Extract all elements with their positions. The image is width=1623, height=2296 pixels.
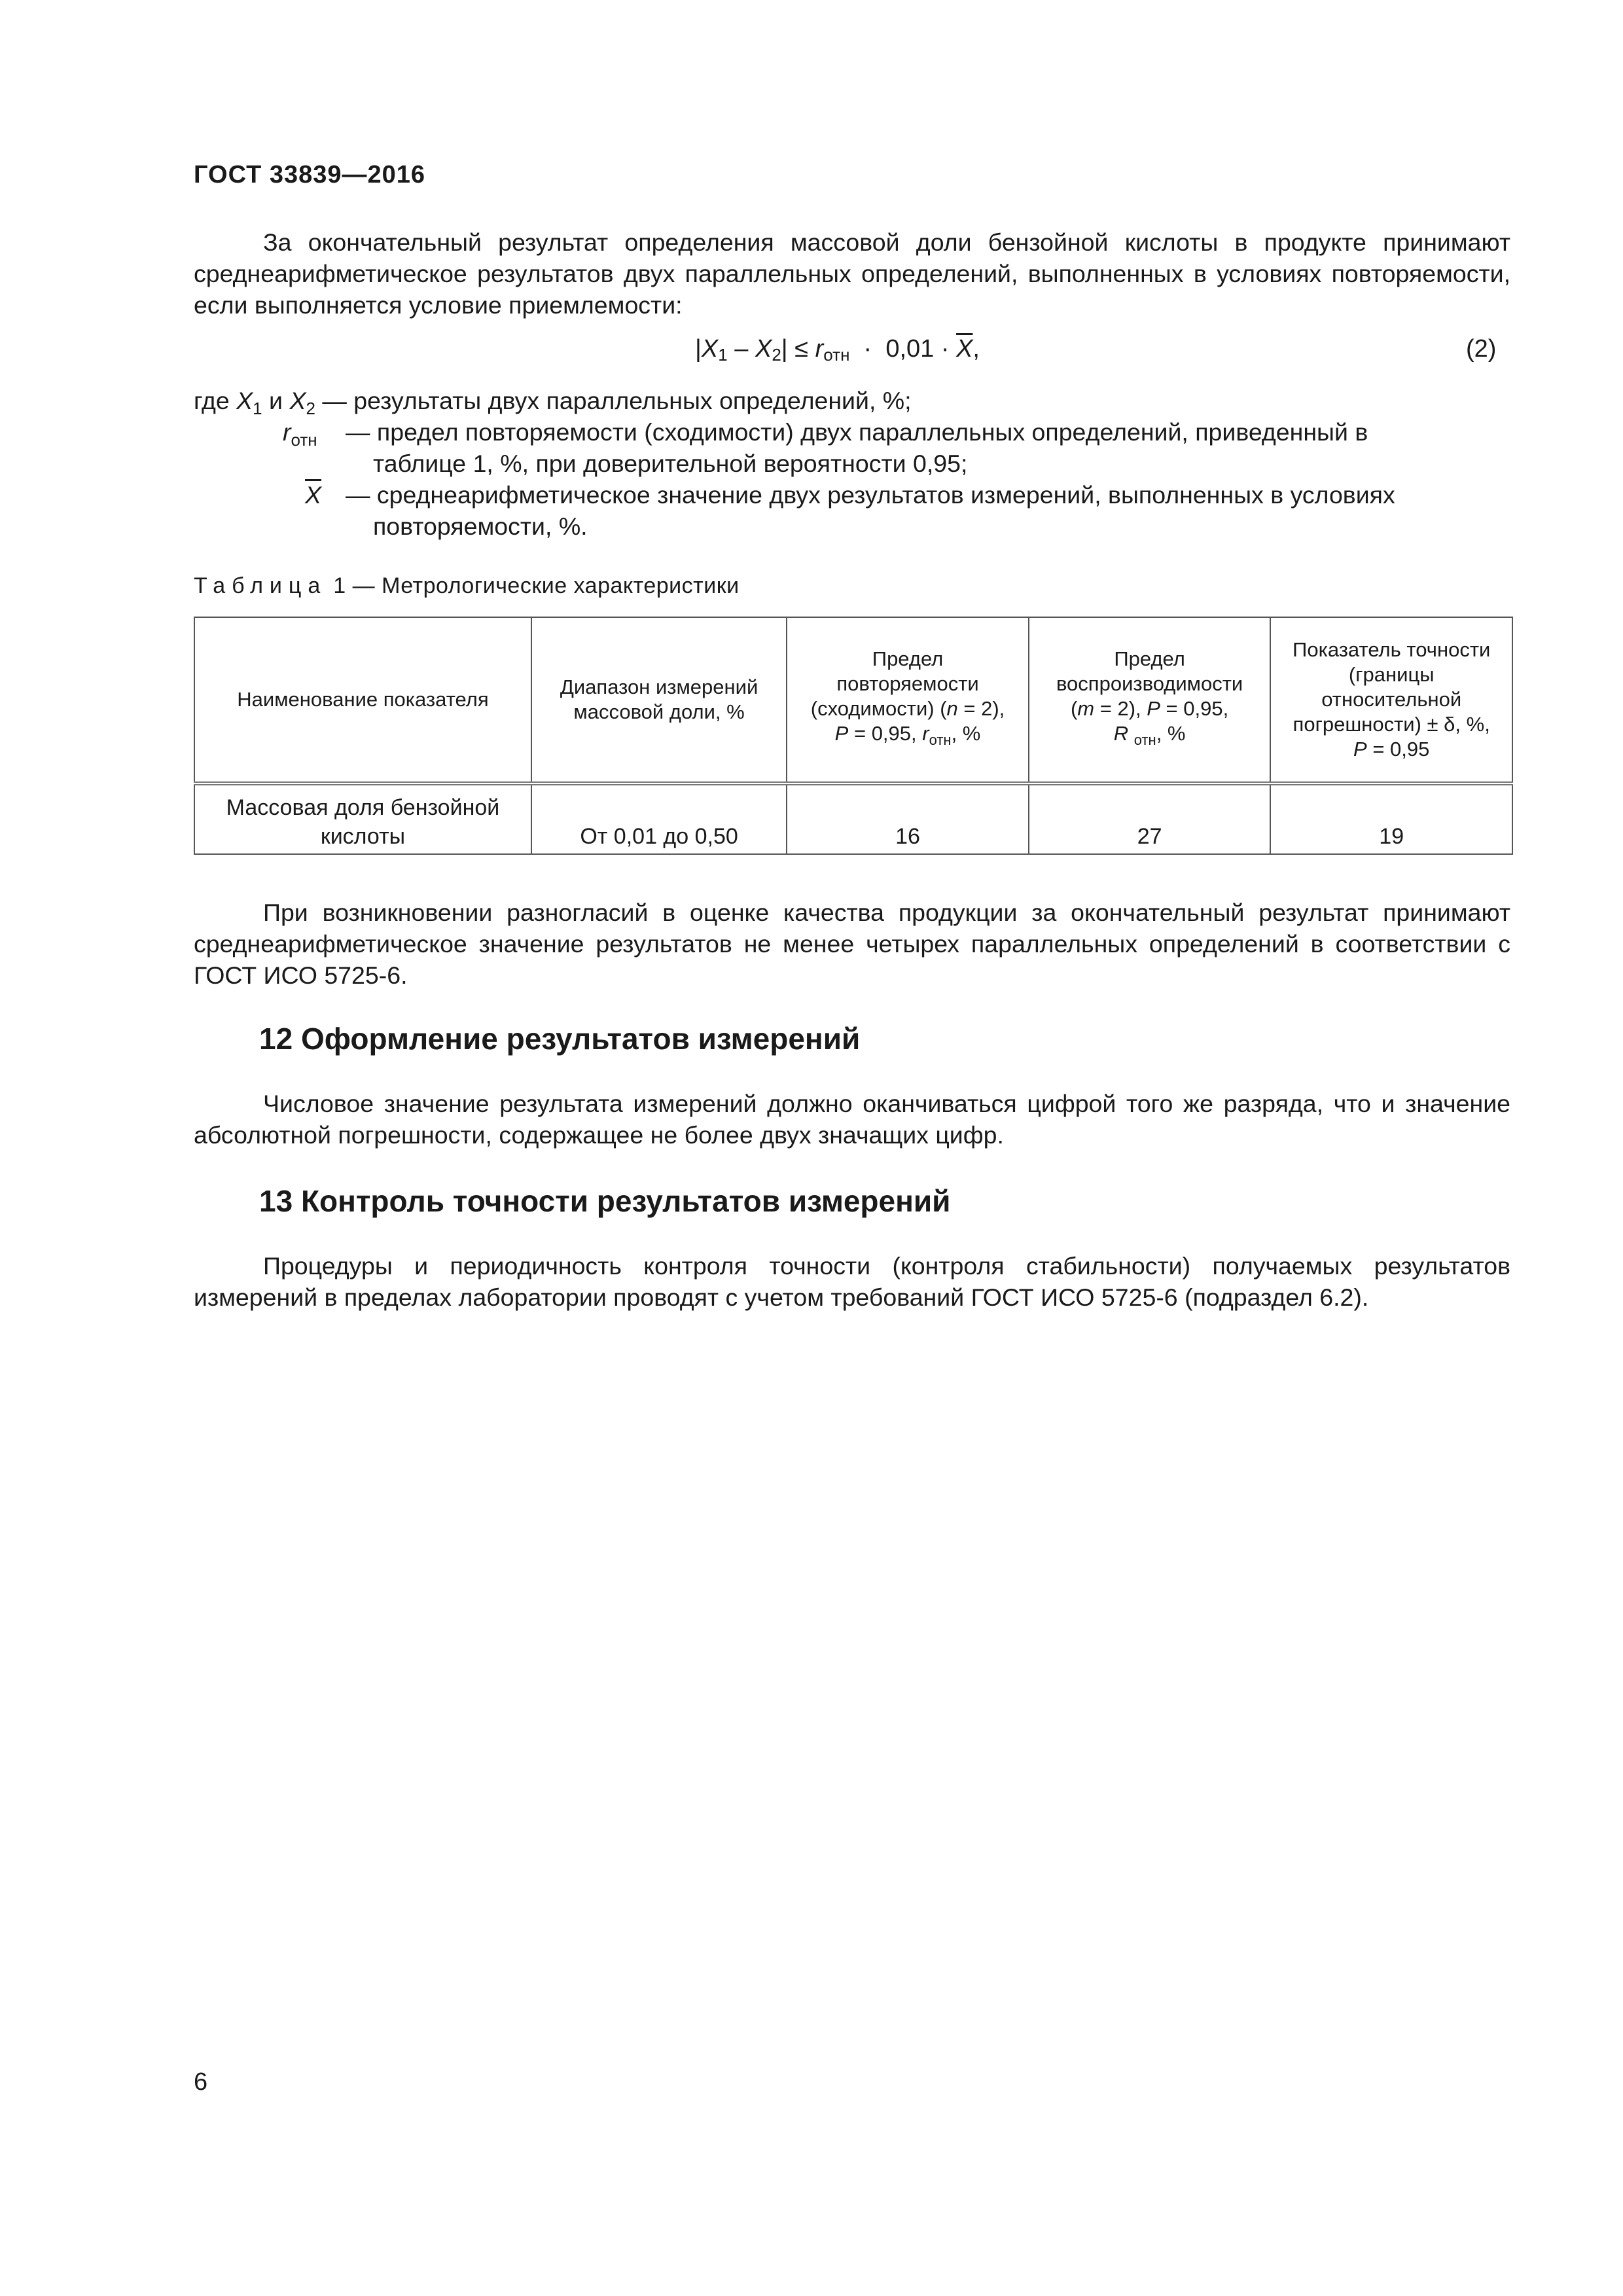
definition-xbar: $\overline{X}$ [305, 481, 322, 509]
definition-xbar-text-2: повторяемости, %. [373, 512, 588, 540]
page-number: 6 [194, 2068, 208, 2096]
definition-x1-x2: где $X_1$ и $X_2$ — результаты двух параллельных определений, %; [194, 387, 912, 418]
table-header-row [194, 617, 1512, 783]
header-range: Диапазон измерений массовой доли, % [531, 617, 787, 783]
document-header: ГОСТ 33839—2016 [194, 161, 426, 188]
definition-xbar-text-1: — среднеарифметическое значение двух результатов измерений, выполненных в условиях [346, 481, 1395, 509]
cell-reproducibility: 27 [1029, 783, 1271, 854]
section-12-text: Числовое значение результата измерений должно оканчиваться цифрой того же разряда, что и значение абсолютной погрешности, содержащее не более двух значащих цифр. [194, 1090, 1510, 1149]
formula-acceptability: $|X_1 - X_2| \le r_{отн} \cdot 0,01 \cdot \overline{X}$, [695, 335, 980, 365]
section-13-title: 13 Контроль точности результатов измерений [259, 1184, 951, 1218]
cell-repeatability: 16 [787, 783, 1029, 854]
header-reproducibility: Предел воспроизводимости (m = 2), P = 0,95, R $_{отн}$, % [1029, 617, 1271, 783]
metrological-table [194, 617, 1513, 855]
header-repeatability: Предел повторяемости (сходимости) (n = 2), P = 0,95, $r_{отн}$, % [787, 617, 1029, 783]
formula-number: (2) [1466, 335, 1497, 363]
header-accuracy: Показатель точности (границы относительной погрешности) ± δ, %, P = 0,95 [1270, 617, 1512, 783]
cell-name: Массовая доля бензойной кислоты [194, 783, 531, 854]
definition-r: $r_{отн}$ [283, 418, 317, 450]
cell-accuracy: 19 [1270, 783, 1512, 854]
definition-r-text-1: — предел повторяемости (сходимости) двух параллельных определений, приведенный в [346, 418, 1368, 446]
section-13-text: Процедуры и периодичность контроля точности (контроля стабильности) получаемых результатов измерений в пределах лаборатории проводят с учетом требований ГОСТ ИСО 5725-6 (подраздел 6.2). [194, 1252, 1510, 1311]
paragraph-disagreement: При возникновении разногласий в оценке качества продукции за окончательный результат принимают среднеарифметическое значение результатов не менее четырех параллельных определений в соответствии с ГОСТ ИСО 5725-6. [194, 899, 1510, 989]
table-caption: Таблица 1 — Метрологические характеристики [194, 573, 740, 598]
cell-range: От 0,01 до 0,50 [531, 783, 787, 854]
paragraph-final-result: За окончательный результат определения массовой доли бензойной кислоты в продукте принимают среднеарифметическое результатов двух параллельных определений, выполненных в условиях повторяемости, если выполняется условие приемлемости: [194, 228, 1510, 319]
header-name: Наименование показателя [194, 617, 531, 783]
definition-r-text-2: таблице 1, %, при доверительной вероятности 0,95; [373, 450, 968, 477]
table-row [194, 783, 1512, 854]
section-12-title: 12 Оформление результатов измерений [259, 1022, 861, 1056]
